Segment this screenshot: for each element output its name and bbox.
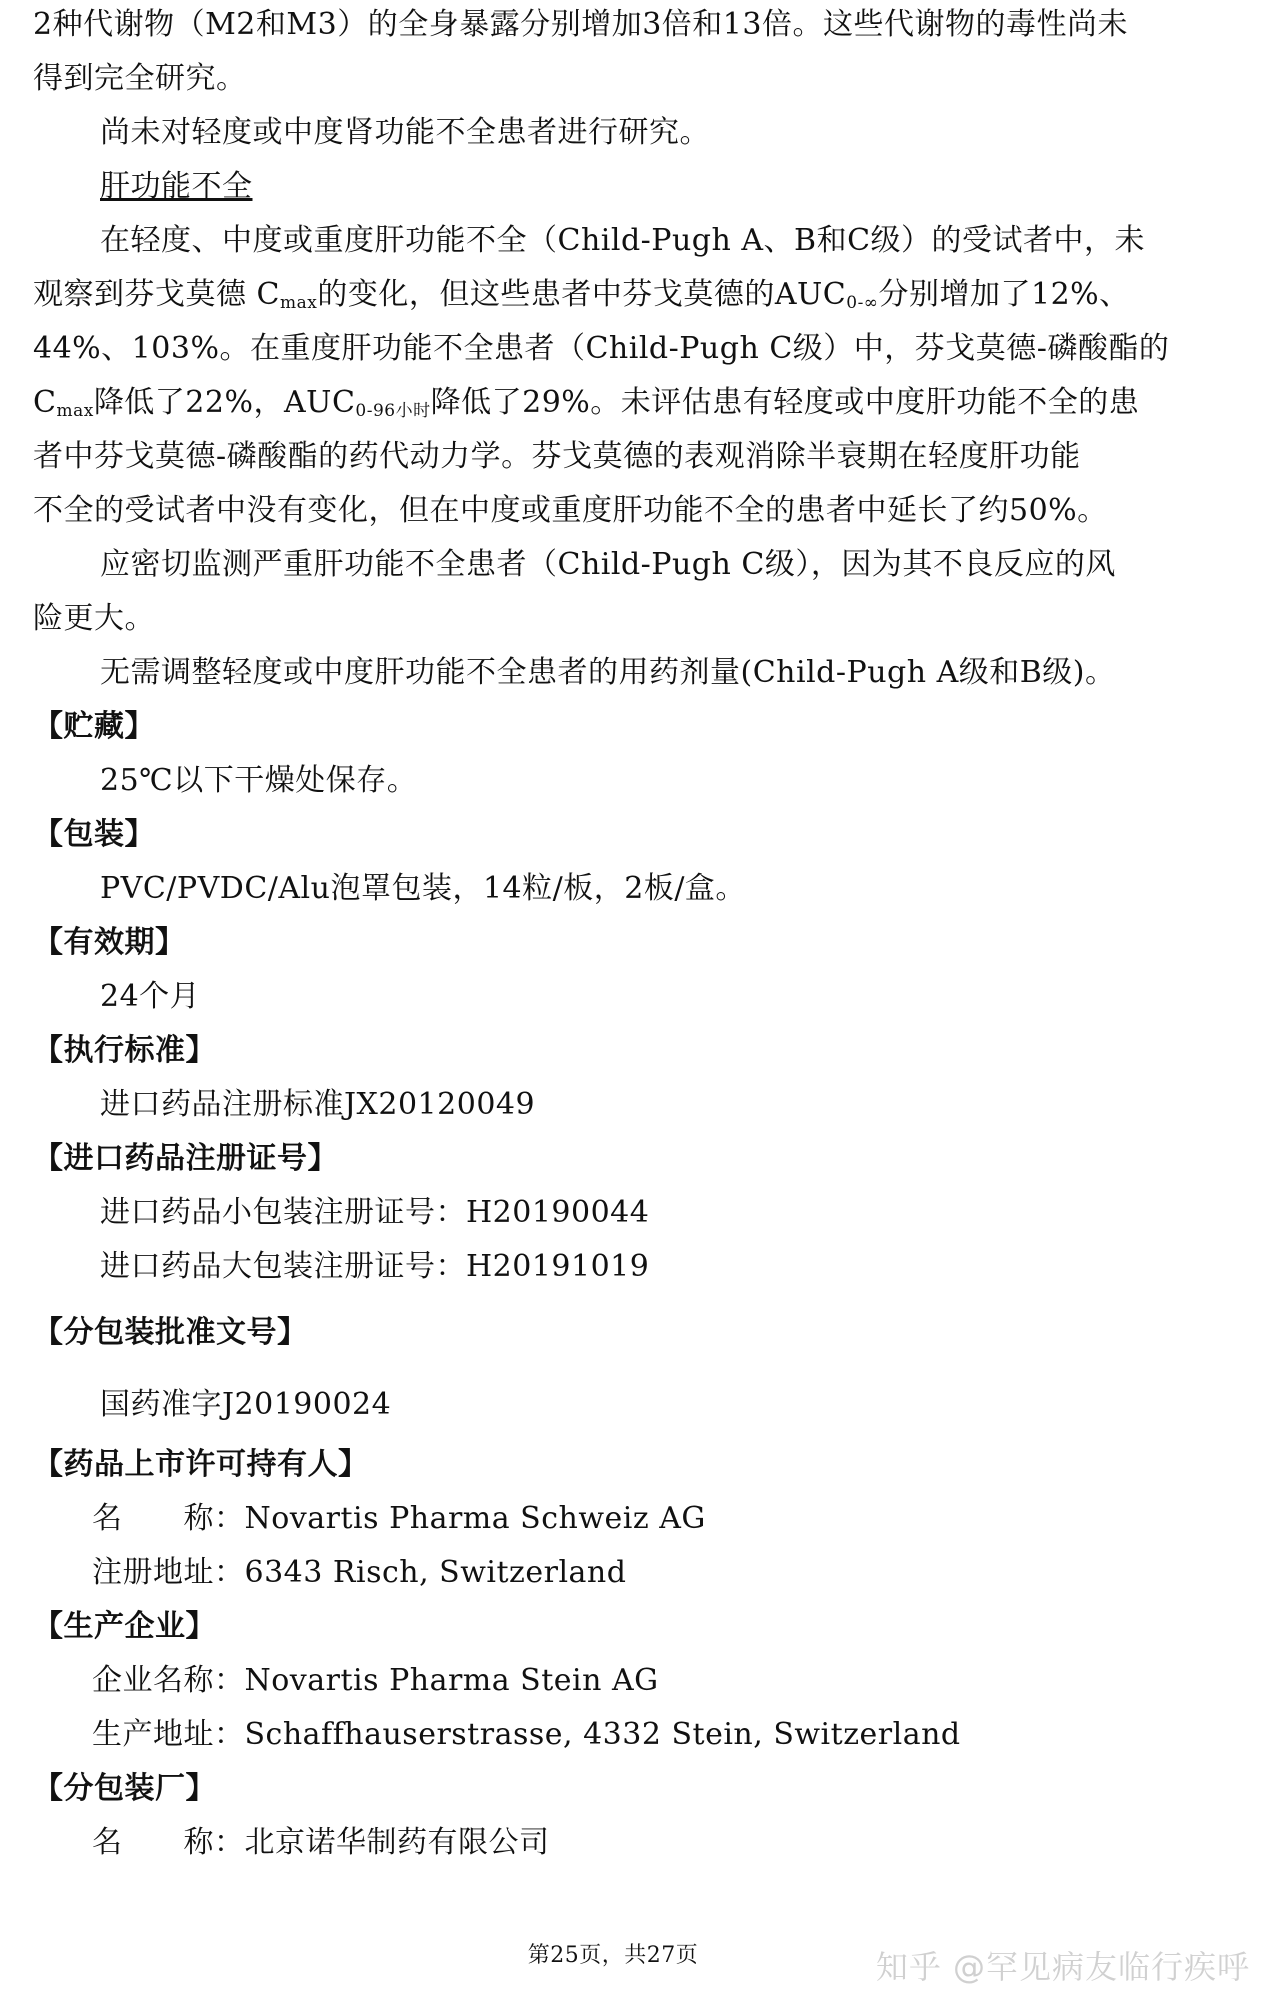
- section-text-package: PVC/PVDC/Alu泡罩包装，14粒/板，2板/盒。: [100, 871, 746, 906]
- body-line: 在轻度、中度或重度肝功能不全（Child-Pugh A、B和C级）的受试者中，未: [100, 223, 1146, 258]
- section-heading-storage: 【贮藏】: [33, 709, 155, 744]
- import-reg-small: 进口药品小包装注册证号：H20190044: [100, 1195, 650, 1230]
- section-heading-mah: 【药品上市许可持有人】: [33, 1447, 369, 1482]
- section-heading-package: 【包装】: [33, 817, 155, 852]
- subsection-title-hepatic: 肝功能不全: [100, 169, 253, 204]
- subscript: max: [56, 401, 94, 421]
- text-run: 降低了29%。未评估患有轻度或中度肝功能不全的患: [430, 385, 1140, 420]
- body-line: 2种代谢物（M2和M3）的全身暴露分别增加3倍和13倍。这些代谢物的毒性尚未: [33, 7, 1128, 42]
- body-line: 险更大。: [33, 601, 155, 636]
- subpack-factory-name: 名 称：北京诺华制药有限公司: [92, 1825, 550, 1860]
- section-text-subpack-approval: 国药准字J20190024: [100, 1387, 392, 1422]
- section-heading-import-registration: 【进口药品注册证号】: [33, 1141, 338, 1176]
- body-line: 应密切监测严重肝功能不全患者（Child-Pugh C级），因为其不良反应的风: [100, 547, 1116, 582]
- body-line: 44%、103%。在重度肝功能不全患者（Child-Pugh C级）中，芬戈莫德-磷酸酯的: [33, 331, 1170, 366]
- text-run: 分别增加了12%、: [878, 277, 1130, 312]
- body-paragraph: 无需调整轻度或中度肝功能不全患者的用药剂量(Child-Pugh A级和B级)。: [100, 655, 1116, 690]
- section-heading-standard: 【执行标准】: [33, 1033, 216, 1068]
- subscript: 0-∞: [846, 293, 879, 313]
- text-run: 的变化，但这些患者中芬戈莫德的AUC: [317, 277, 847, 312]
- body-line: [33, 275, 1130, 315]
- mah-address: 注册地址：6343 Risch, Switzerland: [92, 1555, 627, 1590]
- section-heading-subpack-factory: 【分包装厂】: [33, 1771, 216, 1806]
- section-text-standard: 进口药品注册标准JX20120049: [100, 1087, 536, 1122]
- section-heading-validity: 【有效期】: [33, 925, 186, 960]
- body-line: [33, 383, 1139, 423]
- mah-name: 名 称：Novartis Pharma Schweiz AG: [92, 1501, 706, 1536]
- subscript: 0-96小时: [355, 401, 431, 421]
- subscript: max: [280, 293, 318, 313]
- text-run: 观察到芬戈莫德 C: [33, 277, 280, 312]
- page-number: 第25页，共27页: [527, 1943, 699, 1968]
- section-text-validity: 24个月: [100, 979, 201, 1014]
- import-reg-large: 进口药品大包装注册证号：H20191019: [100, 1249, 650, 1284]
- manufacturer-address: 生产地址：Schaffhauserstrasse, 4332 Stein, Switzerland: [92, 1717, 961, 1752]
- section-text-storage: 25℃以下干燥处保存。: [100, 763, 418, 798]
- text-run: C: [33, 385, 57, 420]
- section-heading-manufacturer: 【生产企业】: [33, 1609, 216, 1644]
- body-line: 者中芬戈莫德-磷酸酯的药代动力学。芬戈莫德的表观消除半衰期在轻度肝功能: [33, 439, 1081, 474]
- body-line: 不全的受试者中没有变化，但在中度或重度肝功能不全的患者中延长了约50%。: [33, 493, 1108, 528]
- watermark: 知乎 @罕见病友临行疾呼: [875, 1948, 1250, 1986]
- section-heading-subpack-approval: 【分包装批准文号】: [33, 1315, 308, 1350]
- manufacturer-name: 企业名称：Novartis Pharma Stein AG: [92, 1663, 659, 1698]
- body-paragraph: 尚未对轻度或中度肾功能不全患者进行研究。: [100, 115, 710, 150]
- body-line: 得到完全研究。: [33, 61, 247, 96]
- text-run: 降低了22%，AUC: [93, 385, 356, 420]
